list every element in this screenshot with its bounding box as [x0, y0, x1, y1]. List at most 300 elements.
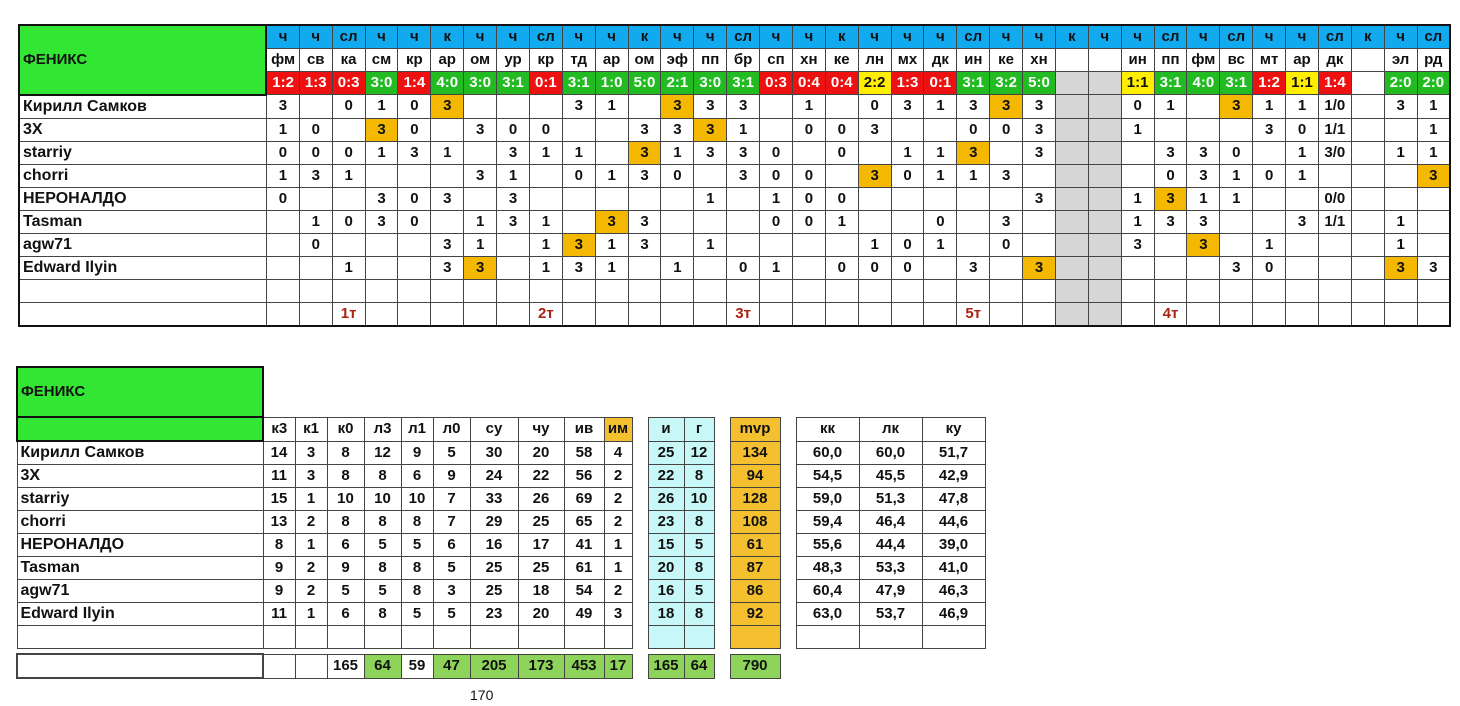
spacer — [780, 417, 796, 441]
stat-value: 2 — [295, 557, 327, 580]
score-cell: 0 — [924, 210, 957, 233]
score-cell — [1351, 95, 1384, 119]
match-type: ч — [365, 25, 398, 49]
ig-value: 12 — [684, 441, 714, 465]
stat-header: г — [684, 417, 714, 441]
spacer — [922, 654, 985, 678]
opponent-abbr — [1088, 49, 1121, 72]
score-cell — [497, 95, 530, 119]
score-cell — [1055, 95, 1088, 119]
score-cell — [1055, 141, 1088, 164]
empty-cell — [1187, 302, 1220, 326]
empty-cell — [924, 279, 957, 302]
match-score: 2:2 — [858, 72, 891, 95]
opponent-abbr: ин — [1121, 49, 1154, 72]
stat-value: 11 — [263, 465, 295, 488]
score-cell: 0 — [727, 256, 760, 279]
ig-value: 10 — [684, 488, 714, 511]
score-cell: 3 — [464, 164, 497, 187]
score-cell: 3 — [957, 141, 990, 164]
stat-header: к0 — [327, 417, 364, 441]
score-cell: 3 — [562, 256, 595, 279]
score-cell — [792, 256, 825, 279]
score-cell — [1088, 118, 1121, 141]
score-cell: 3 — [595, 210, 628, 233]
score-cell — [1055, 118, 1088, 141]
empty-cell — [364, 626, 401, 649]
match-type: сл — [1220, 25, 1253, 49]
score-cell: 3 — [365, 210, 398, 233]
score-cell — [1055, 164, 1088, 187]
score-cell: 3 — [431, 95, 464, 119]
score-cell — [957, 233, 990, 256]
empty-cell — [858, 279, 891, 302]
score-cell: 1 — [266, 118, 299, 141]
score-cell — [332, 118, 365, 141]
score-cell: 0 — [398, 187, 431, 210]
ig-value: 26 — [648, 488, 684, 511]
empty-cell — [694, 279, 727, 302]
opponent-abbr: фм — [266, 49, 299, 72]
ratio-value: 47,9 — [859, 580, 922, 603]
opponent-abbr: ар — [431, 49, 464, 72]
stat-value: 61 — [564, 557, 604, 580]
player-name: chorri — [17, 511, 263, 534]
opponent-abbr: см — [365, 49, 398, 72]
opponent-abbr: кр — [398, 49, 431, 72]
empty-cell — [1417, 302, 1450, 326]
ratio-value: 60,0 — [796, 441, 859, 465]
match-score: 1:1 — [1286, 72, 1319, 95]
empty-cell — [398, 279, 431, 302]
score-cell — [1023, 233, 1056, 256]
opponent-abbr: ар — [1286, 49, 1319, 72]
empty-cell — [1154, 279, 1187, 302]
match-score: 0:4 — [792, 72, 825, 95]
stat-value: 13 — [263, 511, 295, 534]
score-cell — [694, 210, 727, 233]
total-value: 64 — [364, 654, 401, 678]
opponent-abbr: ин — [957, 49, 990, 72]
spacer — [714, 488, 730, 511]
empty-cell — [295, 626, 327, 649]
match-score: 3:1 — [497, 72, 530, 95]
score-cell — [628, 187, 661, 210]
score-cell — [1055, 187, 1088, 210]
score-cell — [1253, 141, 1286, 164]
score-cell: 1 — [891, 141, 924, 164]
score-cell: 3 — [694, 95, 727, 119]
ig-value: 18 — [648, 603, 684, 626]
stat-value: 9 — [263, 580, 295, 603]
score-cell — [365, 256, 398, 279]
stat-value: 10 — [401, 488, 433, 511]
empty-cell — [1286, 302, 1319, 326]
match-type: сл — [957, 25, 990, 49]
player-name: 3X — [19, 118, 266, 141]
empty-cell — [365, 279, 398, 302]
score-cell: 3 — [1023, 187, 1056, 210]
score-cell — [1121, 141, 1154, 164]
score-cell: 1/1 — [1318, 118, 1351, 141]
stat-value: 9 — [327, 557, 364, 580]
score-cell: 3 — [1187, 210, 1220, 233]
spacer — [780, 465, 796, 488]
stat-value: 49 — [564, 603, 604, 626]
score-cell: 3 — [661, 118, 694, 141]
score-cell: 1 — [1286, 141, 1319, 164]
total-mvp: 790 — [730, 654, 780, 678]
score-cell: 1 — [1220, 187, 1253, 210]
score-cell: 1 — [529, 141, 562, 164]
match-type: ч — [1121, 25, 1154, 49]
ratio-value: 46,3 — [922, 580, 985, 603]
spacer — [714, 534, 730, 557]
empty-cell — [1286, 279, 1319, 302]
player-name: НЕРОНАЛДО — [17, 534, 263, 557]
stat-value: 26 — [518, 488, 564, 511]
opponent-abbr: кр — [529, 49, 562, 72]
empty-cell — [1351, 279, 1384, 302]
spacer — [780, 603, 796, 626]
match-type: ч — [990, 25, 1023, 49]
opponent-abbr: тд — [562, 49, 595, 72]
stat-value: 15 — [263, 488, 295, 511]
stat-value: 25 — [470, 557, 518, 580]
match-score: 3:1 — [957, 72, 990, 95]
stat-value: 12 — [364, 441, 401, 465]
score-cell — [1384, 187, 1417, 210]
stat-value: 23 — [470, 603, 518, 626]
ratio-header: кк — [796, 417, 859, 441]
total-value — [263, 654, 295, 678]
ig-value: 22 — [648, 465, 684, 488]
score-cell: 0 — [1121, 95, 1154, 119]
score-cell: 3 — [1187, 141, 1220, 164]
stat-header: им — [604, 417, 632, 441]
score-cell — [398, 256, 431, 279]
stat-value: 69 — [564, 488, 604, 511]
empty-cell — [922, 626, 985, 649]
opponent-abbr: ом — [464, 49, 497, 72]
score-cell — [332, 187, 365, 210]
empty-cell — [628, 302, 661, 326]
score-cell — [858, 210, 891, 233]
spacer — [714, 603, 730, 626]
stat-value: 8 — [401, 557, 433, 580]
empty-cell — [401, 626, 433, 649]
score-cell — [1417, 233, 1450, 256]
score-cell — [1121, 164, 1154, 187]
score-cell: 3 — [628, 118, 661, 141]
score-cell: 1 — [924, 164, 957, 187]
score-cell: 0 — [990, 118, 1023, 141]
stat-value: 2 — [604, 580, 632, 603]
opponent-abbr: хн — [792, 49, 825, 72]
stat-value: 3 — [295, 465, 327, 488]
empty-cell — [760, 279, 793, 302]
empty-cell — [730, 626, 780, 649]
empty-cell — [990, 302, 1023, 326]
spacer — [632, 417, 648, 441]
total-value: 47 — [433, 654, 470, 678]
stat-header: л3 — [364, 417, 401, 441]
empty-cell — [792, 279, 825, 302]
empty-cell — [464, 302, 497, 326]
score-cell: 0 — [398, 95, 431, 119]
score-cell: 3 — [431, 233, 464, 256]
empty-cell — [859, 626, 922, 649]
match-type: ч — [924, 25, 957, 49]
score-cell: 1 — [1384, 233, 1417, 256]
score-cell: 1 — [1220, 164, 1253, 187]
empty-cell — [891, 302, 924, 326]
match-type: ч — [1088, 25, 1121, 49]
opponent-abbr: пп — [694, 49, 727, 72]
score-cell — [1286, 256, 1319, 279]
stat-value: 10 — [364, 488, 401, 511]
score-cell: 0 — [497, 118, 530, 141]
stat-value: 9 — [263, 557, 295, 580]
empty-cell — [796, 626, 859, 649]
empty-cell — [1318, 279, 1351, 302]
ig-value: 8 — [684, 465, 714, 488]
score-cell: 0 — [891, 233, 924, 256]
score-cell — [1318, 233, 1351, 256]
match-score: 1:4 — [1318, 72, 1351, 95]
empty-cell — [891, 279, 924, 302]
opponent-abbr: эл — [1384, 49, 1417, 72]
score-cell: 3 — [891, 95, 924, 119]
score-cell: 3 — [1286, 210, 1319, 233]
score-cell: 0 — [858, 95, 891, 119]
ratio-value: 46,4 — [859, 511, 922, 534]
score-cell — [1417, 210, 1450, 233]
score-cell — [957, 187, 990, 210]
score-cell: 1 — [792, 95, 825, 119]
score-cell: 3 — [1417, 256, 1450, 279]
match-type: к — [825, 25, 858, 49]
match-type: сл — [332, 25, 365, 49]
empty-cell — [299, 302, 332, 326]
empty-cell — [431, 279, 464, 302]
spacer — [780, 441, 796, 465]
stat-value: 5 — [433, 557, 470, 580]
match-type: ч — [398, 25, 431, 49]
score-cell: 3 — [1220, 95, 1253, 119]
empty-cell — [990, 279, 1023, 302]
empty-cell — [628, 279, 661, 302]
stat-value: 14 — [263, 441, 295, 465]
empty-cell — [760, 302, 793, 326]
total-value — [295, 654, 327, 678]
spacer — [364, 367, 401, 417]
stat-value: 3 — [604, 603, 632, 626]
empty-cell — [518, 626, 564, 649]
spacer — [632, 465, 648, 488]
score-cell: 0/0 — [1318, 187, 1351, 210]
player-name: НЕРОНАЛДО — [19, 187, 266, 210]
score-cell — [1318, 256, 1351, 279]
score-cell — [431, 164, 464, 187]
spacer — [714, 465, 730, 488]
ratio-value: 51,3 — [859, 488, 922, 511]
stat-header: к3 — [263, 417, 295, 441]
stat-value: 2 — [604, 511, 632, 534]
score-cell: 0 — [661, 164, 694, 187]
opponent-abbr: вс — [1220, 49, 1253, 72]
ratio-value: 47,8 — [922, 488, 985, 511]
score-cell — [266, 233, 299, 256]
spacer — [714, 417, 730, 441]
stat-value: 9 — [401, 441, 433, 465]
score-cell — [464, 141, 497, 164]
player-name: chorri — [19, 164, 266, 187]
spacer — [632, 580, 648, 603]
score-cell: 0 — [792, 164, 825, 187]
score-cell — [1286, 187, 1319, 210]
score-cell — [990, 256, 1023, 279]
score-cell: 0 — [332, 141, 365, 164]
score-cell: 3 — [628, 141, 661, 164]
score-cell: 0 — [825, 187, 858, 210]
empty-cell — [595, 279, 628, 302]
match-score: 0:1 — [529, 72, 562, 95]
spacer — [648, 367, 684, 417]
score-cell: 1 — [595, 256, 628, 279]
match-type: сл — [727, 25, 760, 49]
score-cell — [760, 118, 793, 141]
score-cell: 0 — [792, 187, 825, 210]
score-cell: 3 — [1023, 95, 1056, 119]
score-cell: 1 — [1384, 141, 1417, 164]
spacer — [327, 367, 364, 417]
match-score: 3:0 — [464, 72, 497, 95]
score-cell — [1088, 164, 1121, 187]
score-cell — [1351, 187, 1384, 210]
score-cell: 1 — [1384, 210, 1417, 233]
stat-value: 2 — [604, 488, 632, 511]
match-type: ч — [891, 25, 924, 49]
spacer — [714, 367, 730, 417]
spacer — [433, 367, 470, 417]
spacer — [604, 367, 632, 417]
ratio-value: 45,5 — [859, 465, 922, 488]
ratio-value: 42,9 — [922, 465, 985, 488]
score-cell — [1253, 187, 1286, 210]
score-cell — [464, 95, 497, 119]
score-cell — [1121, 256, 1154, 279]
spacer — [780, 534, 796, 557]
opponent-abbr: ка — [332, 49, 365, 72]
score-cell: 3 — [858, 164, 891, 187]
stat-value: 5 — [327, 580, 364, 603]
total-value: 453 — [564, 654, 604, 678]
score-cell: 1 — [595, 233, 628, 256]
match-score — [1351, 72, 1384, 95]
score-cell — [1253, 210, 1286, 233]
empty-cell — [684, 626, 714, 649]
score-cell: 1 — [332, 256, 365, 279]
match-type: ч — [792, 25, 825, 49]
ratio-value: 48,3 — [796, 557, 859, 580]
empty-cell — [470, 626, 518, 649]
stat-value: 8 — [327, 465, 364, 488]
score-cell — [1023, 164, 1056, 187]
score-cell: 1 — [1187, 187, 1220, 210]
match-score: 0:3 — [760, 72, 793, 95]
match-score — [1088, 72, 1121, 95]
score-cell — [595, 187, 628, 210]
ig-value: 23 — [648, 511, 684, 534]
spacer — [780, 580, 796, 603]
score-cell — [365, 233, 398, 256]
player-name: Кирилл Самков — [17, 441, 263, 465]
stats-table — [16, 366, 986, 679]
score-cell — [1220, 233, 1253, 256]
stat-value: 11 — [263, 603, 295, 626]
match-type: сл — [1318, 25, 1351, 49]
spacer — [796, 367, 859, 417]
score-cell — [957, 210, 990, 233]
score-cell — [1023, 210, 1056, 233]
score-cell: 3 — [1121, 233, 1154, 256]
score-cell: 3 — [1154, 187, 1187, 210]
score-cell — [562, 210, 595, 233]
opponent-abbr: ке — [825, 49, 858, 72]
score-cell — [661, 233, 694, 256]
score-cell: 1 — [299, 210, 332, 233]
empty-cell — [299, 279, 332, 302]
mvp-value: 86 — [730, 580, 780, 603]
empty-cell — [17, 626, 263, 649]
score-cell — [1154, 233, 1187, 256]
match-score: 0:4 — [825, 72, 858, 95]
score-cell: 0 — [760, 141, 793, 164]
ratio-value: 60,0 — [859, 441, 922, 465]
score-cell: 3 — [464, 118, 497, 141]
stat-value: 8 — [364, 557, 401, 580]
ratio-value: 54,5 — [796, 465, 859, 488]
score-cell: 1 — [1286, 95, 1319, 119]
score-cell: 1 — [760, 256, 793, 279]
stat-value: 33 — [470, 488, 518, 511]
score-cell — [529, 187, 562, 210]
score-cell: 3 — [266, 95, 299, 119]
spacer — [714, 441, 730, 465]
total-ig: 64 — [684, 654, 714, 678]
empty-cell — [332, 279, 365, 302]
stat-value: 8 — [263, 534, 295, 557]
stat-value: 5 — [433, 603, 470, 626]
empty-cell — [1187, 279, 1220, 302]
score-cell — [464, 187, 497, 210]
team-name-cont — [17, 417, 263, 441]
empty-cell — [263, 626, 295, 649]
score-cell: 1 — [661, 141, 694, 164]
spacer — [295, 367, 327, 417]
match-type: ч — [760, 25, 793, 49]
score-cell — [727, 187, 760, 210]
score-cell: 3 — [1384, 95, 1417, 119]
empty-cell — [1220, 279, 1253, 302]
match-score: 3:1 — [562, 72, 595, 95]
match-score: 1:3 — [891, 72, 924, 95]
tour-label: 4т — [1154, 302, 1187, 326]
player-name: Edward Ilyin — [17, 603, 263, 626]
match-type: ч — [1253, 25, 1286, 49]
score-cell: 1 — [694, 187, 727, 210]
